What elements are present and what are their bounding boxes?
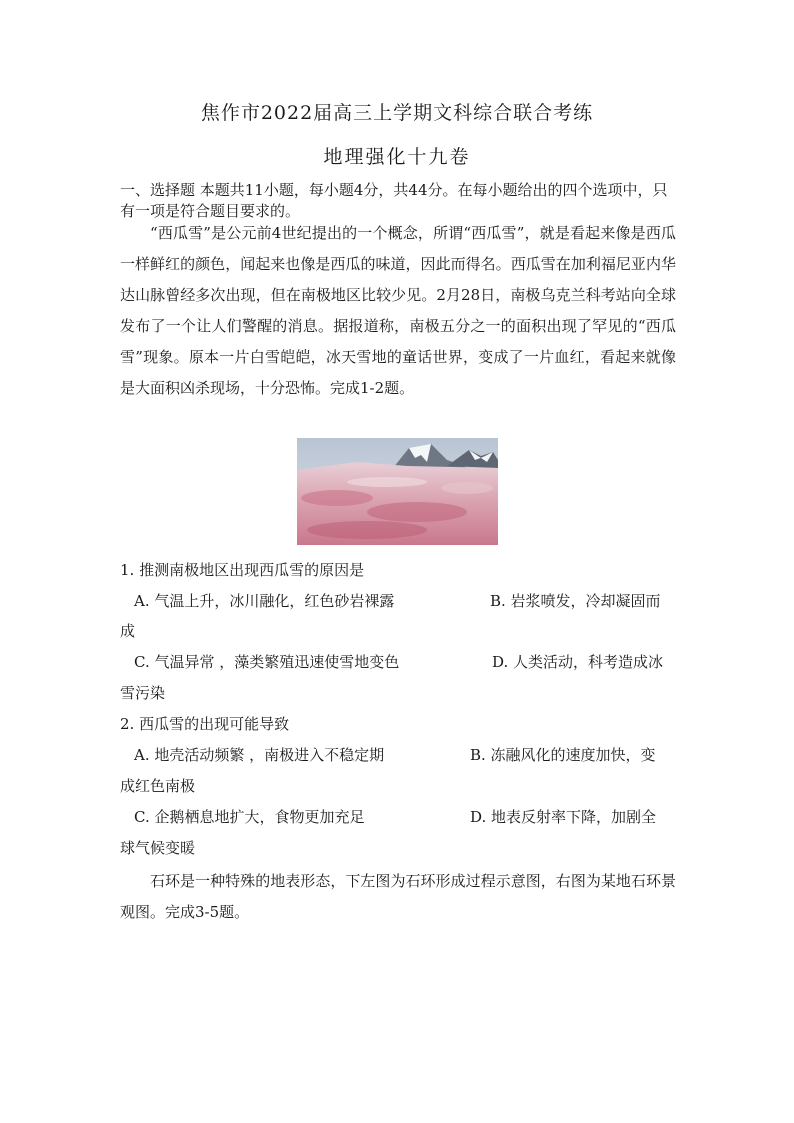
exam-title: 焦作市2022届高三上学期文科综合联合考练 <box>200 102 594 124</box>
q1-option-c: C. 气温异常 ，藻类繁殖迅速使雪地变色 <box>134 653 400 671</box>
question-1-options-ab <box>120 586 676 617</box>
q1-option-a: A. 气温上升，冰川融化，红色砂岩裸露 <box>134 592 395 610</box>
question-2-options-ab <box>120 740 676 771</box>
q2-option-d-wrap: 球气候变暖 <box>120 839 196 857</box>
question-1-stem: 1. 推测南极地区出现西瓜雪的原因是 <box>120 561 365 579</box>
exam-subtitle: 地理强化十九卷 <box>323 146 471 168</box>
question-2-options-cd <box>120 802 676 833</box>
question-2-stem: 2. 西瓜雪的出现可能导致 <box>120 715 290 733</box>
question-1-options-cd <box>120 647 676 678</box>
q2-option-c: C. 企鹅栖息地扩大，食物更加充足 <box>134 808 365 826</box>
q1-option-d-wrap: 雪污染 <box>120 684 166 702</box>
reading-passage-1: “西瓜雪”是公元前4世纪提出的一个概念，所谓“西瓜雪”，就是看起来像是西瓜一样鲜红的颜色，闻起来也像是西瓜的味道，因此而得名。西瓜雪在加利福尼亚内华达山脉曾经多次出现，但在南极地区比较少见。2月28日，南极乌克兰科考站向全球发布了一个让人们警醒的消息。据报道称，南极五分之一的面积出现了罕见的“西瓜雪”现象。原本一片白雪皑皑，冰天雪地的童话世界，变成了一片血红，看起来就像是大面积凶杀现场，十分恐怖。完成1-2题。 <box>120 224 676 397</box>
q2-option-a: A. 地壳活动频繁 ，南极进入不稳定期 <box>134 746 385 764</box>
q2-option-b-wrap: 成红色南极 <box>120 777 196 795</box>
q2-option-b: B. 冻融风化的速度加快，变 <box>470 746 656 764</box>
q1-option-d: D. 人类活动，科考造成冰 <box>492 653 664 671</box>
q1-option-b: B. 岩浆喷发，冷却凝固而 <box>490 592 661 610</box>
watermelon-snow-photo <box>297 438 498 545</box>
reading-passage-2: 石环是一种特殊的地表形态，下左图为石环形成过程示意图，右图为某地石环景观图。完成3-5题。 <box>120 872 676 921</box>
q1-option-b-wrap: 成 <box>120 622 136 640</box>
section-header: 一、选择题 本题共11小题，每小题4分，共44分。在每小题给出的四个选项中，只 有一项是符合题目要求的。 <box>120 181 668 220</box>
q2-option-d: D. 地表反射率下降，加剧全 <box>470 808 657 826</box>
